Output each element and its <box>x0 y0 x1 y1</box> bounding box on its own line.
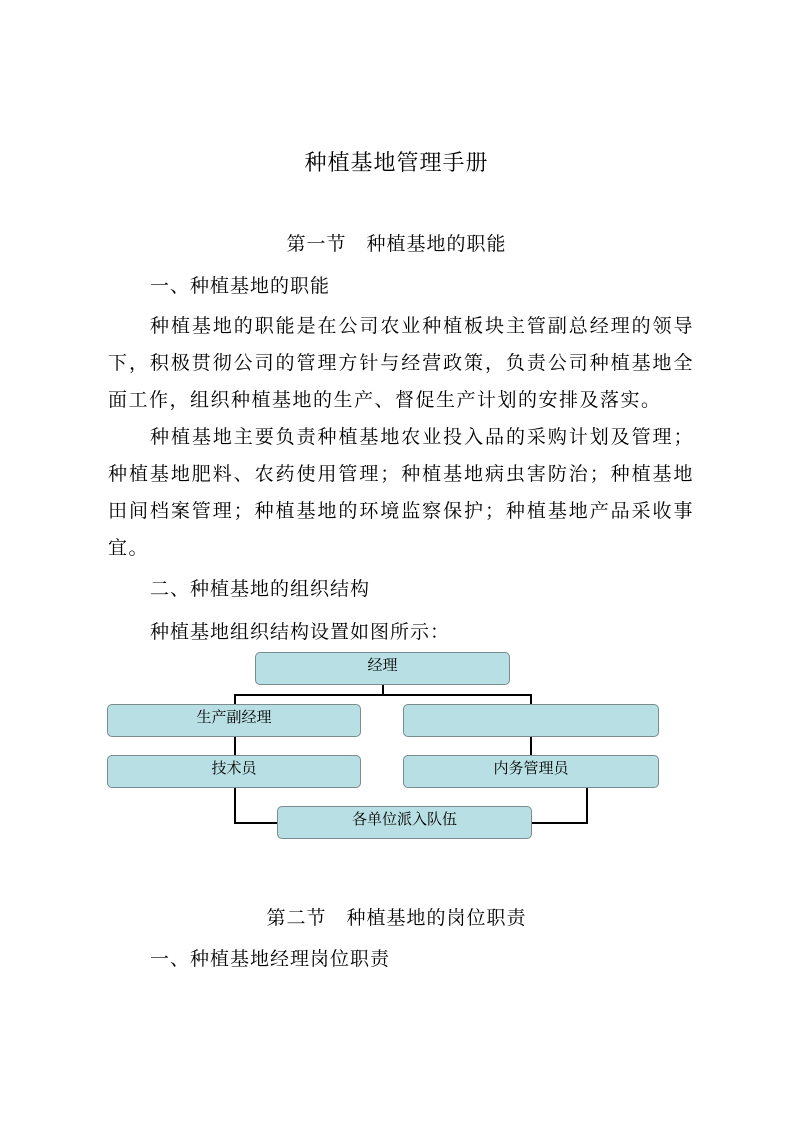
org-box-manager: 经理 <box>255 652 510 685</box>
connector-right-drop <box>530 694 532 704</box>
org-chart <box>100 648 670 848</box>
org-box-production-deputy: 生产副经理 <box>107 704 361 737</box>
paragraph-org-intro: 种植基地组织结构设置如图所示： <box>150 621 451 643</box>
org-box-dispatched-team: 各单位派入队伍 <box>277 806 532 839</box>
paragraph-functions: 种植基地的职能是在公司农业种植板块主管副总经理的领导下，积极贯彻公司的管理方针与经营政策，负责公司种植基地全面工作，组织种植基地的生产、督促生产计划的安排及落实。 <box>108 315 694 411</box>
page-title: 种植基地管理手册 <box>304 151 489 176</box>
org-box-right-deputy <box>403 704 659 737</box>
section-heading-1: 第一节 种植基地的职能 <box>286 233 507 255</box>
org-box-technician: 技术员 <box>107 755 361 788</box>
subheading-manager-duties: 一、种植基地经理岗位职责 <box>150 948 391 970</box>
subheading-org-structure: 二、种植基地的组织结构 <box>150 578 371 600</box>
connector-right-mid <box>530 737 532 755</box>
section-heading-2: 第二节 种植基地的岗位职责 <box>266 907 527 929</box>
connector-horizontal-top <box>234 694 532 696</box>
paragraph-responsibilities: 种植基地主要负责种植基地农业投入品的采购计划及管理；种植基地肥料、农药使用管理；种植基地病虫害防治；种植基地田间档案管理；种植基地的环境监察保护；种植基地产品采收事宜。 <box>108 426 694 559</box>
connector-left-bottom-vertical <box>234 788 236 824</box>
connector-left-drop <box>234 694 236 704</box>
connector-left-mid <box>234 737 236 755</box>
subheading-functions: 一、种植基地的职能 <box>150 275 331 297</box>
org-box-affairs-manager: 内务管理员 <box>403 755 659 788</box>
connector-right-bottom-vertical <box>586 788 588 824</box>
